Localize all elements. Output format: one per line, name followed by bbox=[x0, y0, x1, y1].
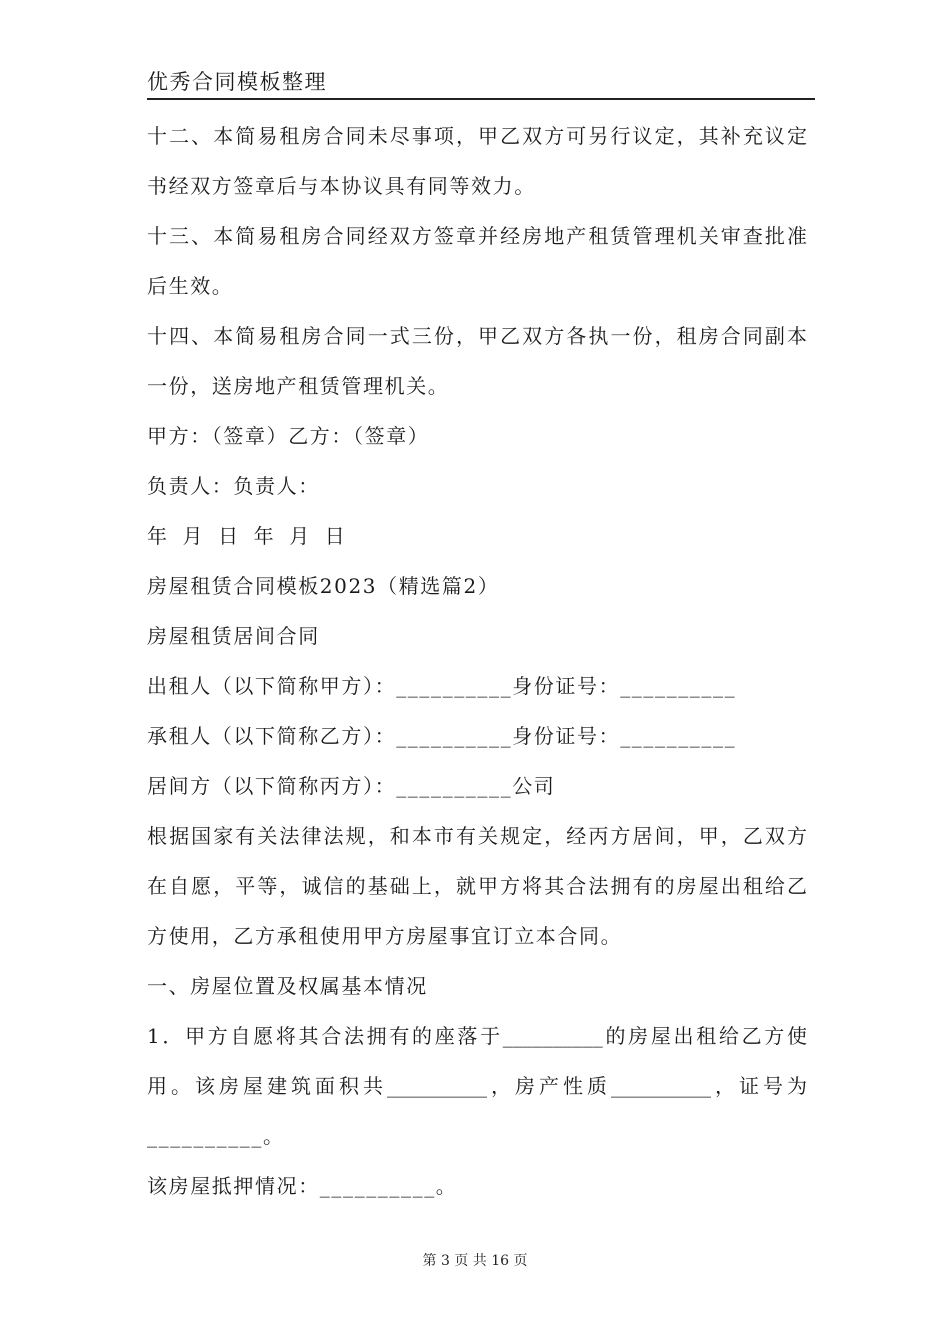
footer-prefix: 第 bbox=[422, 1253, 437, 1269]
contract-title: 房屋租赁居间合同 bbox=[147, 624, 320, 648]
section-heading: 一、房屋位置及权属基本情况 bbox=[147, 974, 428, 998]
paragraph-line: 1．甲方自愿将其合法拥有的座落于__________的房屋出租给乙方使 bbox=[147, 1024, 807, 1048]
paragraph-line: 书经双方签章后与本协议具有同等效力。 bbox=[147, 174, 536, 198]
footer-page-number: 3 bbox=[440, 1253, 450, 1269]
paragraph-line: 十四、本简易租房合同一式三份，甲乙双方各执一份，租房合同副本 bbox=[147, 324, 807, 348]
paragraph-line: 方使用，乙方承租使用甲方房屋事宜订立本合同。 bbox=[147, 924, 623, 948]
mortgage-line: 该房屋抵押情况：__________。 bbox=[147, 1174, 458, 1198]
paragraph-line: __________。 bbox=[147, 1124, 285, 1148]
paragraph-line: 十二、本简易租房合同未尽事项，甲乙双方可另行议定，其补充议定 bbox=[147, 124, 807, 148]
footer-total-pages: 16 bbox=[491, 1253, 510, 1269]
paragraph-line: 在自愿，平等，诚信的基础上，就甲方将其合法拥有的房屋出租给乙 bbox=[147, 874, 807, 898]
paragraph-line: 十三、本简易租房合同经双方签章并经房地产租赁管理机关审查批准 bbox=[147, 224, 807, 248]
footer-suffix: 页 bbox=[513, 1253, 528, 1269]
paragraph-line: 后生效。 bbox=[147, 274, 234, 298]
page-footer bbox=[0, 1250, 950, 1270]
section-title: 房屋租赁合同模板2023（精选篇2） bbox=[147, 574, 500, 598]
paragraph-line: 根据国家有关法律法规，和本市有关规定，经丙方居间，甲，乙双方 bbox=[147, 824, 807, 848]
paragraph-line: 一份，送房地产租赁管理机关。 bbox=[147, 374, 450, 398]
intermediary-line: 居间方（以下简称丙方）：__________公司 bbox=[147, 774, 556, 798]
header-title: 优秀合同模板整理 bbox=[147, 70, 327, 94]
lessor-line: 出租人（以下简称甲方）：__________身份证号：__________ bbox=[147, 674, 737, 698]
paragraph-line: 用。该房屋建筑面积共__________，房产性质__________，证号为 bbox=[147, 1074, 807, 1098]
date-line: 年 月 日 年 月 日 bbox=[147, 524, 347, 548]
lessee-line: 承租人（以下简称乙方）：__________身份证号：__________ bbox=[147, 724, 737, 748]
signature-line: 甲方：（签章）乙方：（签章） bbox=[147, 424, 430, 448]
responsible-person-line: 负责人：负责人： bbox=[147, 474, 320, 498]
footer-middle: 页 共 bbox=[454, 1253, 487, 1269]
page-header bbox=[147, 62, 815, 100]
